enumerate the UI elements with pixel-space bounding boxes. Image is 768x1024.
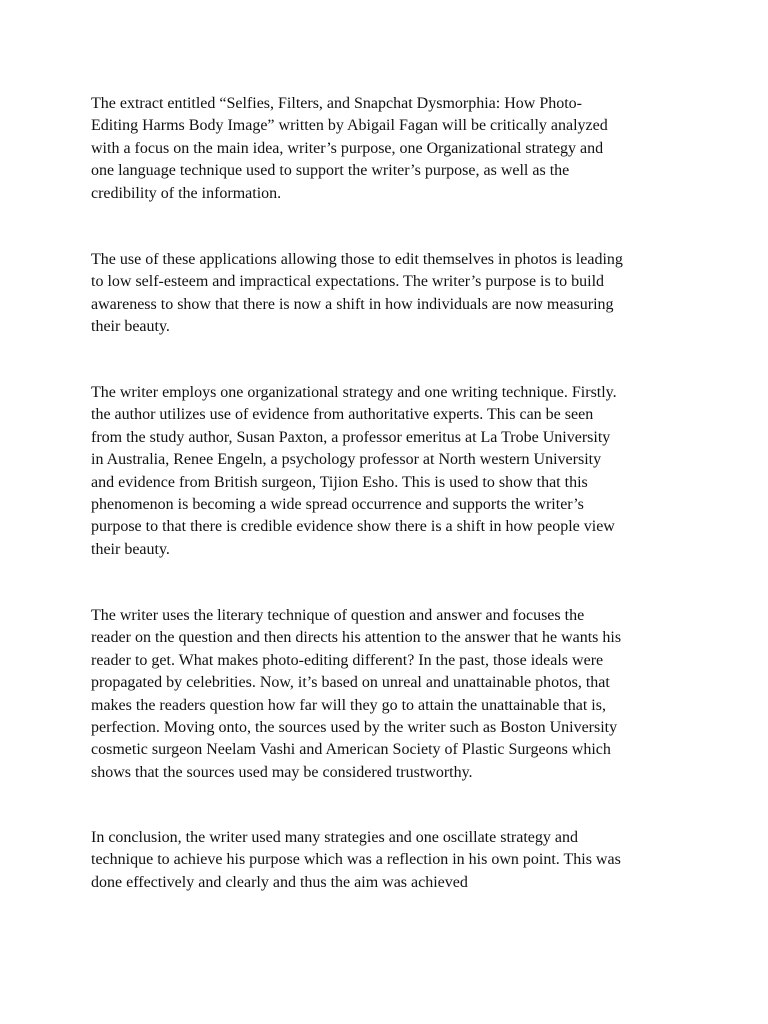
text-line: in Australia, Renee Engeln, a psychology professor at North western University [91,451,602,469]
text-line: The writer employs one organizational strategy and one writing technique. Firstly. [91,384,617,401]
text-line: Editing Harms Body Image” written by Abigail Fagan will be critically analyzed [91,117,608,135]
text-line: the author utilizes use of evidence from authoritative experts. This can be seen [91,406,594,424]
text-line: propagated by celebrities. Now, it’s based on unreal and unattainable photos, that [91,674,610,692]
text-line: their beauty. [91,318,170,336]
text-line: perfection. Moving onto, the sources used by the writer such as Boston University [91,719,618,737]
text-line: makes the readers question how far will they go to attain the unattainable that is, [91,696,606,714]
text-line: reader to get. What makes photo-editing different? In the past, those ideals were [91,651,604,669]
text-line: phenomenon is becoming a wide spread occurrence and supports the writer’s [91,496,584,514]
text-line: from the study author, Susan Paxton, a professor emeritus at La Trobe University [91,428,611,446]
text-line: their beauty. [91,540,170,558]
text-line: credibility of the information. [91,184,282,202]
text-line: purpose to that there is credible evidence show there is a shift in how people view [91,518,615,536]
text-line: with a focus on the main idea, writer’s purpose, one Organizational strategy and [91,139,604,157]
paragraph-conclusion [91,827,691,894]
paragraph-organizational-strategy [91,382,691,561]
text-line: The extract entitled “Selfies, Filters, and Snapchat Dysmorphia: How Photo- [91,95,582,112]
text-line: reader on the question and then directs his attention to the answer that he wants his [91,629,622,647]
paragraph-introduction [91,93,691,205]
text-line: technique to achieve his purpose which was a reflection in his own point. This was [91,851,621,869]
text-line: The use of these applications allowing those to edit themselves in photos is leading [91,251,623,268]
text-line: done effectively and clearly and thus the aim was achieved [91,873,468,891]
text-line: to low self-esteem and impractical expectations. The writer’s purpose is to build [91,273,605,291]
paragraph-main-idea [91,249,691,339]
text-line: and evidence from British surgeon, Tijion Esho. This is used to show that this [91,473,588,491]
text-line: awareness to show that there is now a shift in how individuals are now measuring [91,295,614,313]
text-line: In conclusion, the writer used many strategies and one oscillate strategy and [91,829,578,846]
text-line: cosmetic surgeon Neelam Vashi and American Society of Plastic Surgeons which [91,741,611,759]
text-line: one language technique used to support the writer’s purpose, as well as the [91,162,570,180]
text-line: shows that the sources used may be considered trustworthy. [91,763,473,781]
paragraph-language-technique [91,605,691,784]
text-line: The writer uses the literary technique of question and answer and focuses the [91,607,585,624]
